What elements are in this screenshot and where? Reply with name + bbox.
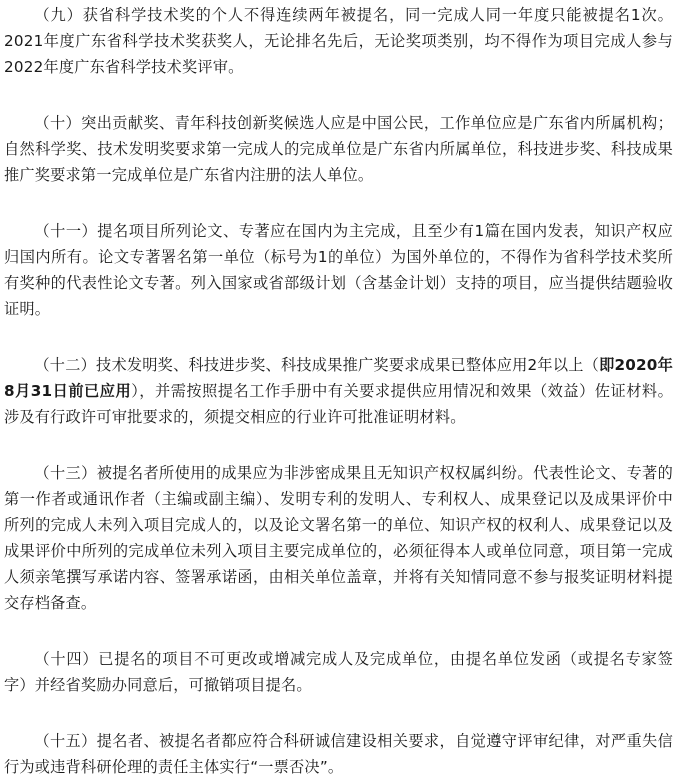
paragraph-9: （九）获省科学技术奖的个人不得连续两年被提名，同一完成人同一年度只能被提名1次。2021年度广东省科学技术奖获奖人，无论排名先后，无论奖项类别，均不得作为项目完成人参与2022年度广东省科学技术奖评审。 — [4, 6, 673, 76]
paragraph-12 — [4, 352, 673, 430]
paragraph-12-lead: （十二）技术发明奖、科技进步奖、科技成果推广奖要求成果已整体应用2年以上（ — [34, 356, 600, 374]
paragraph-12-tail: ），并需按照提名工作手册中有关要求提供应用情况和效果（效益）佐证材料。涉及有行政许可审批要求的，须提交相应的行业许可批准证明材料。 — [4, 382, 673, 426]
paragraph-11: （十一）提名项目所列论文、专著应在国内为主完成，且至少有1篇在国内发表，知识产权应归国内所有。论文专著署名第一单位（标号为1的单位）为国外单位的，不得作为省科学技术奖所有奖种的代表性论文专著。列入国家或省部级计划（含基金计划）支持的项目，应当提供结题验收证明。 — [4, 222, 673, 318]
paragraph-10: （十）突出贡献奖、青年科技创新奖候选人应是中国公民，工作单位应是广东省内所属机构；自然科学奖、技术发明奖要求第一完成人的完成单位是广东省内所属单位，科技进步奖、科技成果推广奖要求第一完成单位是广东省内注册的法人单位。 — [4, 114, 673, 184]
paragraph-15: （十五）提名者、被提名者都应符合科研诚信建设相关要求，自觉遵守评审纪律，对严重失信行为或违背科研伦理的责任主体实行“一票否决”。 — [4, 732, 673, 776]
paragraph-12-bold-date: 即2020年8月31日前已应用 — [4, 356, 673, 400]
paragraph-13: （十三）被提名者所使用的成果应为非涉密成果且无知识产权权属纠纷。代表性论文、专著的第一作者或通讯作者（主编或副主编）、发明专利的发明人、专利权人、成果登记以及成果评价中所列的完成人未列入项目完成人的，以及论文署名第一的单位、知识产权的权利人、成果登记以及成果评价中所列的完成单位未列入项目主要完成单位的，必须征得本人或单位同意，项目第一完成人须亲笔撰写承诺内容、签署承诺函，由相关单位盖章，并将有关知情同意不参与报奖证明材料提交存档备查。 — [4, 464, 673, 612]
paragraph-14: （十四）已提名的项目不可更改或增减完成人及完成单位，由提名单位发函（或提名专家签字）并经省奖励办同意后，可撤销项目提名。 — [4, 650, 673, 694]
